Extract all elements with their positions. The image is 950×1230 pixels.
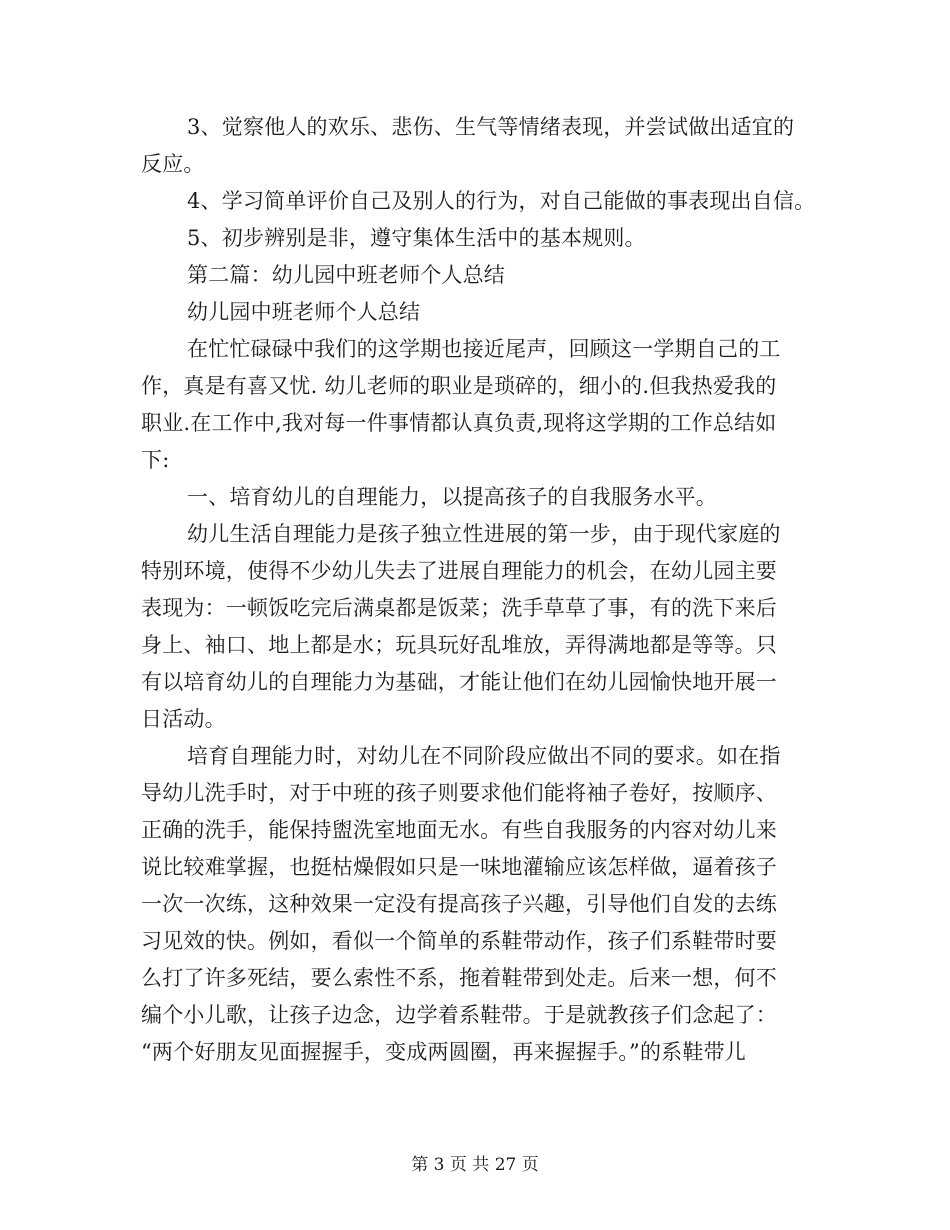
- text-line: 幼儿生活自理能力是孩子独立性进展的第一步，由于现代家庭的: [187, 522, 781, 546]
- text-line: 习见效的快。例如，看似一个简单的系鞋带动作，孩子们系鞋带时要: [141, 929, 777, 953]
- text-line: 说比较难掌握，也挺枯燥假如只是一味地灌输应该怎样做，逼着孩子: [141, 855, 777, 879]
- section-heading: 第二篇：幼儿园中班老师个人总结: [187, 263, 505, 287]
- text-line: 编个小儿歌，让孩子边念，边学着系鞋带。于是就教孩子们念起了：: [141, 1003, 777, 1027]
- text-line: 日活动。: [141, 707, 226, 731]
- text-line: 在忙忙碌碌中我们的这学期也接近尾声，回顾这一学期自己的工: [187, 337, 781, 361]
- text-line: 表现为：一顿饭吃完后满桌都是饭菜；洗手草草了事，有的洗下来后: [141, 596, 777, 620]
- text-line: 下:: [141, 448, 170, 472]
- text-line: 有以培育幼儿的自理能力为基础，才能让他们在幼儿园愉快地开展一: [141, 670, 777, 694]
- text-line: 职业.在工作中,我对每一件事情都认真负责,现将这学期的工作总结如: [141, 411, 777, 435]
- text-line: 4、学习简单评价自己及别人的行为，对自己能做的事表现出自信。: [187, 189, 816, 213]
- article-title: 幼儿园中班老师个人总结: [187, 300, 421, 324]
- text-line: 正确的洗手，能保持盥洗室地面无水。有些自我服务的内容对幼儿来: [141, 818, 777, 842]
- text-line: 培育自理能力时，对幼儿在不同阶段应做出不同的要求。如在指: [187, 744, 781, 768]
- text-line: 反应。: [141, 152, 205, 176]
- page-number-footer: 第 3 页 共 27 页: [411, 1155, 539, 1175]
- text-line: 导幼儿洗手时，对于中班的孩子则要求他们能将袖子卷好，按顺序、: [141, 781, 777, 805]
- subsection-heading: 一、培育幼儿的自理能力，以提高孩子的自我服务水平。: [187, 485, 717, 509]
- text-line: 一次一次练，这种效果一定没有提高孩子兴趣，引导他们自发的去练: [141, 892, 777, 916]
- text-line: 3、觉察他人的欢乐、悲伤、生气等情绪表现，并尝试做出适宜的: [187, 115, 795, 139]
- text-line: 作，真是有喜又忧. 幼儿老师的职业是琐碎的，细小的.但我热爱我的: [141, 374, 777, 398]
- text-line: 5、初步辨别是非，遵守集体生活中的基本规则。: [187, 226, 646, 250]
- text-line: 身上、袖口、地上都是水；玩具玩好乱堆放，弄得满地都是等等。只: [141, 633, 777, 657]
- text-line: “两个好朋友见面握握手，变成两圆圈，再来握握手。”的系鞋带儿: [141, 1040, 746, 1064]
- text-line: 么打了许多死结，要么索性不系，拖着鞋带到处走。后来一想，何不: [141, 966, 777, 990]
- text-line: 特别环境，使得不少幼儿失去了进展自理能力的机会，在幼儿园主要: [141, 559, 777, 583]
